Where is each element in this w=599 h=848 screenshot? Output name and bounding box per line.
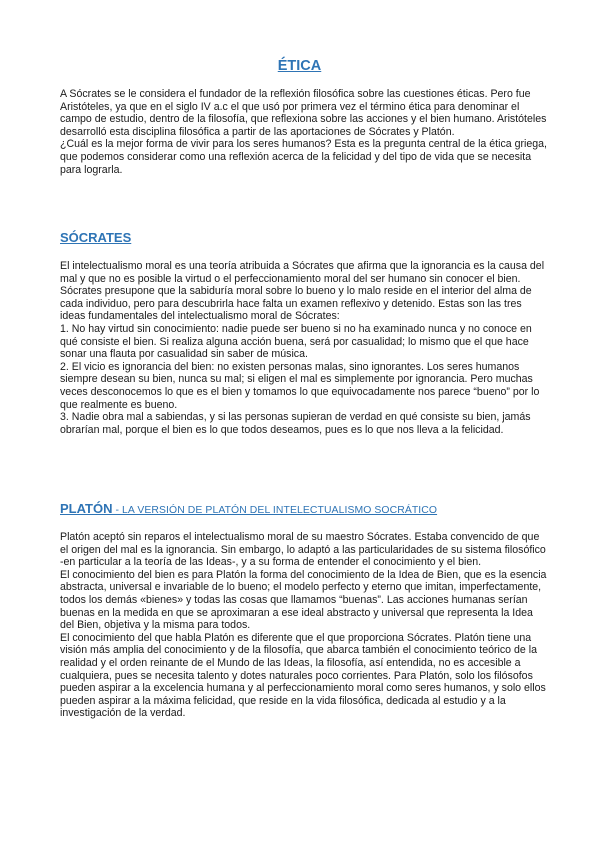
page-title: ÉTICA — [277, 58, 322, 74]
intro-paragraph: A Sócrates se le considera el fundador de la reflexión filosófica sobre las cuestiones éticas. Pero fue Aristóteles, ya que en el siglo IV a.c el que usó por primera vez el término ética para denominar el campo de estudio, dentro de la filosofía, que reflexiona sobre las acciones y el bien humano. Aristóteles desarrolló esta disciplina filosófica a partir de las aportaciones de Sócrates y Platón. — [60, 88, 547, 138]
socrates-paragraph: El intelectualismo moral es una teoría atribuida a Sócrates que afirma que la ignorancia es la causa del mal y que no es posible la virtud o el perfeccionamiento moral del ser humano sin conocer el bien. Sócrates presupone que la sabiduría moral sobre lo bueno y lo malo reside en el interior del alma de cada individuo, pero para descubrirla hace falta un examen reflexivo y detenido. Estas son las tres ideas fundamentales del intelectualismo moral de Sócrates: — [60, 260, 545, 323]
platon-paragraph: El conocimiento del bien es para Platón la forma del conocimiento de la Idea de Bien, que es la esencia abstracta, universal e invariable de lo bueno; el modelo perfecto y eterno que imitan, imperfectamente, todos los demás «bienes» y todas las cosas que llamamos “buenas”. Las acciones humanas serían buenas en la medida en que se aproximaran a ese ideal abstracto y universal que representa la Idea del Bien, objetiva y la misma para todos. — [60, 568, 547, 632]
platon-paragraph: El conocimiento del que habla Platón es diferente que el que proporciona Sócrates. Platón tiene una visión más amplia del conocimiento y de la filosofía, que abarca también el conocimiento teórico de la realidad y el orden reinante de el Mundo de las Ideas, la filosofía, así entendida, no es accesible a cualquiera, pues se necesita talento y dotes naturales poco corrientes. Para Platón, solo los filósofos pueden aspirar a la excelencia humana y al perfeccionamiento moral como seres humanos, y solo ellos pueden aspirar a la máxima felicidad, que reside en la vida filosófica, dedicada al estudio y a la investigación de la verdad. — [60, 631, 546, 720]
section-heading-platon — [60, 501, 437, 516]
socrates-point-1: 1. No hay virtud sin conocimiento: nadie puede ser bueno si no ha examinado nunca y no conoce en qué consiste el bien. Si realiza alguna acción buena, será por casualidad; lo mismo que el que hace sonar una flauta por casualidad sin saber de música. — [60, 322, 532, 361]
intro-section — [60, 88, 548, 176]
intro-paragraph: ¿Cuál es la mejor forma de vivir para los seres humanos? Esta es la pregunta central de la ética griega, que podemos considerar como una reflexión acerca de la felicidad y del tipo de vida que se necesita para lograrla. — [60, 138, 547, 176]
platon-paragraph: Platón aceptó sin reparos el intelectualismo moral de su maestro Sócrates. Estaba convencido de que el origen del mal es la ignorancia. Sin embargo, lo adaptó a las particularidades de su sistema filosófico -en particular a la teoría de las Ideas-, y a su forma de entender el conocimiento y el bien. — [60, 531, 546, 569]
section-heading-socrates: SÓCRATES — [60, 230, 132, 245]
platon-section — [60, 531, 548, 720]
socrates-point-2: 2. El vicio es ignorancia del bien: no existen personas malas, sino ignorantes. Los seres humanos siempre desean su bien, nunca su mal; si eligen el mal es simplemente por ignorancia. Pero muchas veces desconocemos lo que es el bien y tomamos lo que equivocadamente nos parece “bueno” por lo que realmente es bueno. — [60, 360, 540, 411]
platon-heading-label: PLATÓN — [60, 501, 113, 516]
socrates-section — [60, 260, 548, 436]
platon-subheading: - LA VERSIÓN DE PLATÓN DEL INTELECTUALISMO SOCRÁTICO — [112, 505, 438, 516]
socrates-point-3: 3. Nadie obra mal a sabiendas, y si las personas supieran de verdad en qué consiste su bien, jamás obrarían mal, porque el bien es lo que todos deseamos, pues es lo que nos lleva a la felicidad. — [60, 411, 531, 436]
